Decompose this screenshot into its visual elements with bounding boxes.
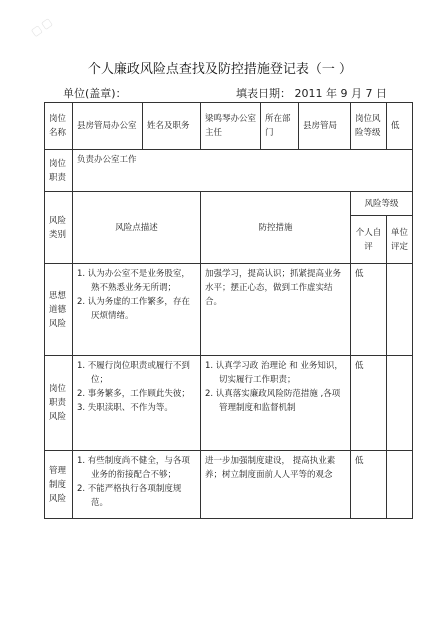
watermark: ▢▢ xyxy=(28,14,57,39)
table-header-row xyxy=(45,192,413,216)
self-eval: 低 xyxy=(351,451,387,519)
dept-label: 所在部门 xyxy=(261,103,299,150)
table-row xyxy=(45,451,413,519)
list-item: 2. 认为务虚的工作繁多，存在厌烦情绪。 xyxy=(77,297,190,321)
self-eval: 低 xyxy=(351,356,387,451)
duty-value: 负责办公室工作 xyxy=(73,150,413,192)
table-row xyxy=(45,150,413,192)
risk-category: 思想道德风险 xyxy=(45,264,73,356)
unit-eval xyxy=(387,356,413,451)
risk-description xyxy=(73,356,201,451)
duty-label: 岗位职责 xyxy=(45,150,73,192)
header-description: 风险点描述 xyxy=(73,192,201,264)
self-eval: 低 xyxy=(351,264,387,356)
list-item: 加强学习，提高认识；抓紧提高业务水平；摆正心态，做到工作虚实结合。 xyxy=(205,269,342,307)
header-self-eval: 个人自评 xyxy=(351,216,387,264)
unit-label: 单位(盖章)： xyxy=(63,87,127,100)
list-item: 1. 有些制度尚不健全，与各项业务的衔接配合不够； xyxy=(77,456,190,480)
risk-measures xyxy=(201,451,351,519)
header-unit-eval: 单位评定 xyxy=(387,216,413,264)
list-item: 3. 失职渎职、不作为等。 xyxy=(77,403,173,413)
list-item: 1. 认为办公室不是业务股室，熟不熟悉业务无所谓； xyxy=(77,269,190,293)
name-label: 姓名及职务 xyxy=(143,103,201,150)
risk-category: 管理制度风险 xyxy=(45,451,73,519)
post-value: 县房管局办公室 xyxy=(73,103,143,150)
document-title: 个人廉政风险点查找及防控措施登记表（一 ） xyxy=(87,62,353,77)
post-label: 岗位名称 xyxy=(45,103,73,150)
table-row xyxy=(45,103,413,150)
fill-date: 填表日期： 2011 年 9 月 7 日 xyxy=(236,87,387,100)
list-item: 进一步加强制度建设， 提高执业素养；树立制度面前人人平等的观念 xyxy=(205,456,336,480)
list-item: 1. 认真学习政 治理论 和 业务知识，切实履行工作职责； xyxy=(205,361,343,385)
table-row xyxy=(45,356,413,451)
table-row xyxy=(45,264,413,356)
unit-eval xyxy=(387,451,413,519)
risk-description xyxy=(73,264,201,356)
risk-category: 岗位职责风险 xyxy=(45,356,73,451)
list-item: 2. 事务繁多，工作顾此失彼； xyxy=(77,389,190,399)
header-risk-level: 风险等级 xyxy=(351,192,413,216)
level-value: 低 xyxy=(387,103,413,150)
header-measures: 防控措施 xyxy=(201,192,351,264)
risk-register-table xyxy=(44,102,413,519)
unit-eval xyxy=(387,264,413,356)
level-label: 岗位风险等级 xyxy=(351,103,387,150)
risk-measures xyxy=(201,356,351,451)
list-item: 1. 不履行岗位职责或履行不到位； xyxy=(77,361,190,385)
dept-value: 县房管局 xyxy=(299,103,351,150)
risk-measures xyxy=(201,264,351,356)
list-item: 2. 不能严格执行各项制度规范。 xyxy=(77,484,182,508)
name-value: 梁鸣琴办公室主任 xyxy=(201,103,261,150)
risk-description xyxy=(73,451,201,519)
list-item: 2. 认真落实廉政风险防范措施 ,各项管理制度和监督机制 xyxy=(205,389,341,413)
header-category: 风险类别 xyxy=(45,192,73,264)
